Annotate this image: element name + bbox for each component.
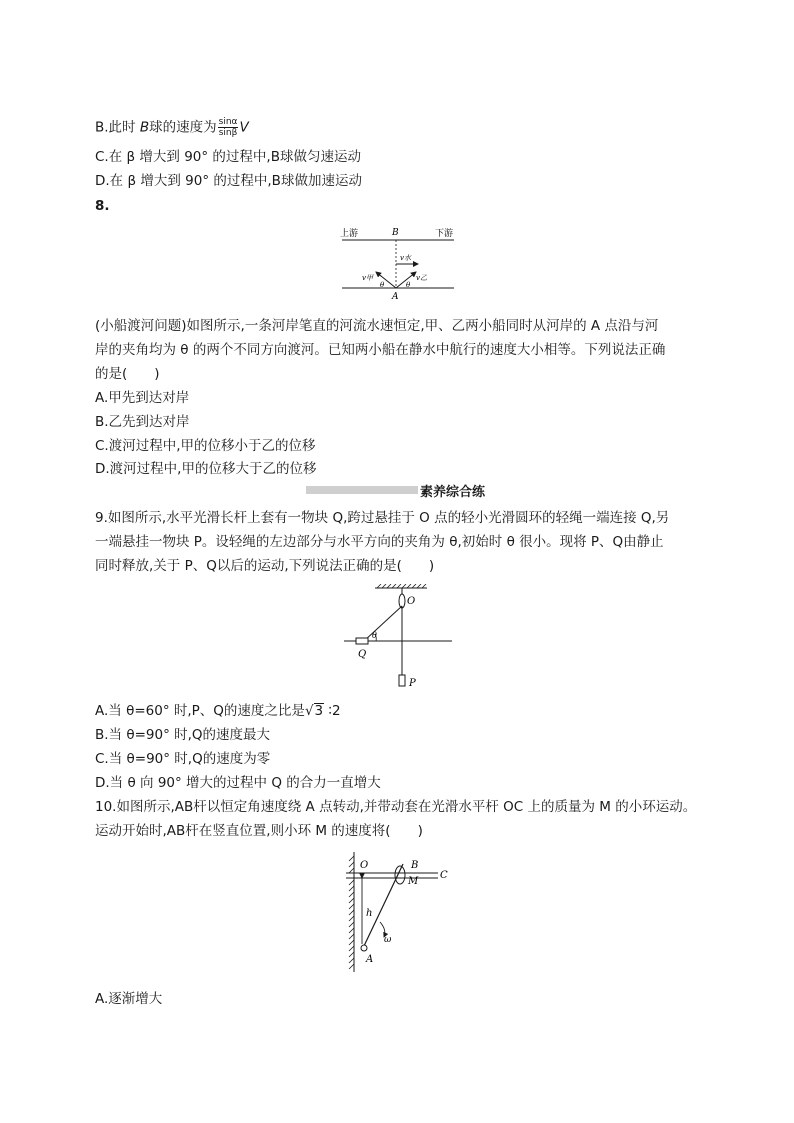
- point-o-label: O: [407, 596, 416, 607]
- q7-option-d: D.在 β 增大到 90° 的过程中,B球做加速运动: [95, 173, 362, 189]
- q9-stem-line-2: 一端悬挂一物块 P。设轻绳的左边部分与水平方向的夹角为 θ,初始时 θ 很小。现将 P、Q由静止: [95, 534, 664, 550]
- q7-option-b-fraction: [218, 117, 239, 138]
- theta-label: θ: [372, 631, 377, 640]
- point-o-label: O: [360, 860, 369, 871]
- q8-stem-line-1: (小船渡河问题)如图所示,一条河岸笔直的河流水速恒定,甲、乙两小船同时从河岸的 A 点沿与河: [95, 318, 659, 334]
- v-yi-label: v乙: [416, 274, 427, 282]
- point-a-label: A: [392, 292, 399, 300]
- q7-option-b-var: B: [139, 119, 150, 136]
- theta-left-label: θ: [380, 281, 385, 289]
- q8-option-a: A.甲先到达对岸: [95, 390, 190, 406]
- fraction-numerator: sinα: [218, 117, 238, 127]
- q10-option-a: A.逐渐增大: [95, 991, 163, 1007]
- q9-stem-line-3: 同时释放,关于 P、Q以后的运动,下列说法正确的是( ): [95, 558, 435, 574]
- q10-stem-line-1: 10.如图所示,AB杆以恒定角速度绕 A 点转动,并带动套在光滑水平杆 OC 上的质量为 M 的小环运动。: [95, 799, 697, 815]
- q8-option-d: D.渡河过程中,甲的位移大于乙的位移: [95, 461, 317, 477]
- height-h-label: h: [366, 908, 373, 919]
- section-title: 素养综合练: [420, 485, 486, 500]
- block-q-label: Q: [358, 649, 367, 660]
- omega-label: ω: [384, 935, 392, 945]
- downstream-label: 下游: [435, 229, 454, 239]
- ring-m-label: M: [408, 876, 419, 887]
- q7-option-b-mid: 球的速度为: [149, 119, 217, 136]
- sqrt-radical: √: [304, 703, 314, 719]
- q8-option-b: B.乙先到达对岸: [95, 414, 190, 430]
- q9-option-a-prefix: A.当 θ=60° 时,P、Q的速度之比是: [95, 703, 305, 719]
- q9-option-b: B.当 θ=90° 时,Q的速度最大: [95, 727, 271, 743]
- theta-right-label: θ: [406, 281, 411, 289]
- section-banner-bar: [306, 486, 418, 494]
- q7-option-b-v: V: [239, 119, 249, 136]
- v-jia-label: v甲: [362, 274, 373, 282]
- sqrt-radicand: 3: [314, 703, 324, 719]
- block-p-label: P: [409, 678, 416, 689]
- point-c-label: C: [440, 870, 448, 881]
- point-b-label: B: [411, 860, 419, 871]
- q8-number: 8.: [95, 198, 110, 214]
- q10-rod-figure: [340, 850, 460, 976]
- upstream-label: 上游: [340, 229, 359, 239]
- q10-stem-line-2: 运动开始时,AB杆在竖直位置,则小环 M 的速度将( ): [95, 823, 423, 839]
- point-b-label: B: [392, 228, 399, 238]
- v-water-label: v水: [400, 254, 411, 262]
- fraction-denominator: sinβ: [218, 128, 238, 138]
- q8-stem-line-2: 岸的夹角均为 θ 的两个不同方向渡河。已知两小船在静水中航行的速度大小相等。下列说法正确: [95, 342, 666, 358]
- q9-option-c: C.当 θ=90° 时,Q的速度为零: [95, 751, 271, 767]
- q7-option-b-prefix: B.此时: [95, 119, 140, 136]
- q9-option-a: [95, 702, 341, 720]
- point-a-label: A: [366, 954, 374, 965]
- q9-option-a-suffix: ∶2: [324, 703, 341, 719]
- q8-stem-line-3: 的是( ): [95, 366, 160, 382]
- q9-option-d: D.当 θ 向 90° 增大的过程中 Q 的合力一直增大: [95, 775, 381, 791]
- q9-pulley-figure: [342, 584, 454, 690]
- q8-option-c: C.渡河过程中,甲的位移小于乙的位移: [95, 438, 316, 454]
- q7-option-c: C.在 β 增大到 90° 的过程中,B球做匀速运动: [95, 149, 361, 165]
- q7-option-b: [95, 117, 249, 138]
- q9-stem-line-1: 9.如图所示,水平光滑长杆上套有一物块 Q,跨过悬挂于 O 点的轻小光滑圆环的轻绳一端连接 Q,另: [95, 510, 670, 526]
- q8-river-figure: [336, 224, 458, 300]
